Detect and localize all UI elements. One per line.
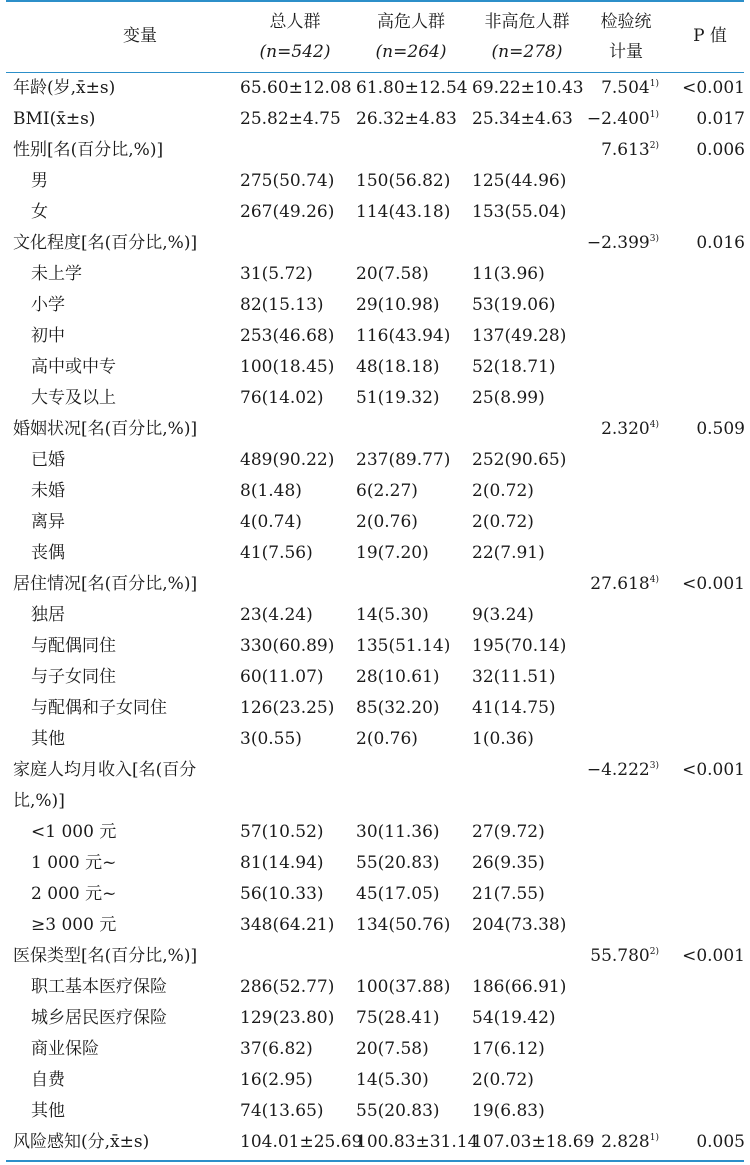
statistic-value: 7.504	[601, 78, 650, 98]
cell-total: 489(90.22)	[240, 450, 335, 470]
row-label: 比,%)]	[13, 791, 65, 811]
cell-non-high-risk: 22(7.91)	[472, 543, 545, 563]
table-row	[0, 1127, 750, 1158]
cell-total: 25.82±4.75	[240, 109, 341, 129]
statistic-value: −4.222	[586, 760, 650, 780]
table-row	[0, 662, 750, 693]
statistic-value: 2.320	[601, 419, 650, 439]
row-label: 大专及以上	[31, 388, 116, 408]
row-label: 与配偶同住	[31, 636, 116, 656]
row-label: <1 000 元	[31, 822, 117, 842]
table-bottom-rule	[6, 1160, 744, 1162]
cell-total: 267(49.26)	[240, 202, 335, 222]
row-label: 家庭人均月收入[名(百分	[13, 760, 197, 780]
cell-high-risk: 51(19.32)	[356, 388, 440, 408]
table-row	[0, 414, 750, 445]
row-label: 商业保险	[31, 1039, 99, 1059]
cell-high-risk: 100.83±31.14	[356, 1132, 479, 1152]
row-label: 城乡居民医疗保险	[31, 1008, 167, 1028]
cell-total: 60(11.07)	[240, 667, 324, 687]
header-total-n: (n=542)	[259, 42, 331, 62]
cell-high-risk: 48(18.18)	[356, 357, 440, 377]
table-row	[0, 290, 750, 321]
row-label: BMI(x̄±s)	[13, 109, 96, 129]
cell-non-high-risk: 25.34±4.63	[472, 109, 573, 129]
table-row	[0, 352, 750, 383]
cell-non-high-risk: 186(66.91)	[472, 977, 567, 997]
row-label: 丧偶	[31, 543, 65, 563]
cell-total: 31(5.72)	[240, 264, 313, 284]
cell-non-high-risk: 2(0.72)	[472, 1070, 534, 1090]
cell-total: 41(7.56)	[240, 543, 313, 563]
row-label: 文化程度[名(百分比,%)]	[13, 233, 198, 253]
table-row	[0, 197, 750, 228]
row-label: 性别[名(百分比,%)]	[13, 140, 164, 160]
statistic-footnote: 4)	[649, 575, 659, 585]
cell-high-risk: 30(11.36)	[356, 822, 440, 842]
row-label: 离异	[31, 512, 65, 532]
cell-statistic	[575, 228, 659, 259]
cell-non-high-risk: 25(8.99)	[472, 388, 545, 408]
cell-total: 56(10.33)	[240, 884, 324, 904]
cell-high-risk: 55(20.83)	[356, 1101, 440, 1121]
table-row	[0, 755, 750, 786]
header-statistic-line2: 计量	[609, 42, 643, 62]
table-row	[0, 538, 750, 569]
cell-non-high-risk: 54(19.42)	[472, 1008, 556, 1028]
cell-high-risk: 6(2.27)	[356, 481, 418, 501]
cell-high-risk: 55(20.83)	[356, 853, 440, 873]
cell-non-high-risk: 2(0.72)	[472, 512, 534, 532]
cell-high-risk: 14(5.30)	[356, 605, 429, 625]
statistic-footnote: 1)	[649, 1133, 659, 1143]
cell-total: 23(4.24)	[240, 605, 313, 625]
cell-p-value: 0.005	[696, 1132, 745, 1152]
header-nonhigh-n: (n=278)	[491, 42, 563, 62]
header-statistic-line1: 检验统	[600, 12, 652, 32]
cell-non-high-risk: 17(6.12)	[472, 1039, 545, 1059]
row-label: 风险感知(分,x̄±s)	[13, 1132, 150, 1152]
table-row	[0, 1003, 750, 1034]
table-row	[0, 941, 750, 972]
statistic-value: 7.613	[601, 140, 650, 160]
cell-high-risk: 2(0.76)	[356, 729, 418, 749]
cell-p-value: <0.001	[682, 760, 745, 780]
cell-p-value: <0.001	[682, 946, 745, 966]
header-total-label: 总人群	[269, 12, 321, 32]
table-row	[0, 724, 750, 755]
cell-total: 37(6.82)	[240, 1039, 313, 1059]
row-label: 未上学	[31, 264, 82, 284]
cell-total: 3(0.55)	[240, 729, 302, 749]
table-row	[0, 228, 750, 259]
table-row	[0, 817, 750, 848]
table-row	[0, 569, 750, 600]
cell-high-risk: 116(43.94)	[356, 326, 451, 346]
cell-p-value: <0.001	[682, 574, 745, 594]
cell-non-high-risk: 32(11.51)	[472, 667, 556, 687]
cell-total: 129(23.80)	[240, 1008, 335, 1028]
statistic-footnote: 2)	[649, 141, 659, 151]
cell-high-risk: 135(51.14)	[356, 636, 451, 656]
cell-statistic	[575, 755, 659, 786]
cell-statistic	[575, 414, 659, 445]
row-label: 1 000 元~	[31, 853, 117, 873]
row-label: 已婚	[31, 450, 65, 470]
row-label: 医保类型[名(百分比,%)]	[13, 946, 198, 966]
cell-non-high-risk: 137(49.28)	[472, 326, 567, 346]
cell-non-high-risk: 153(55.04)	[472, 202, 567, 222]
table-row	[0, 600, 750, 631]
table-row	[0, 476, 750, 507]
cell-high-risk: 134(50.76)	[356, 915, 451, 935]
row-label: 居住情况[名(百分比,%)]	[13, 574, 198, 594]
cell-high-risk: 45(17.05)	[356, 884, 440, 904]
cell-non-high-risk: 195(70.14)	[472, 636, 567, 656]
table-row	[0, 383, 750, 414]
cell-non-high-risk: 1(0.36)	[472, 729, 534, 749]
cell-high-risk: 150(56.82)	[356, 171, 451, 191]
row-label: 独居	[31, 605, 65, 625]
cell-non-high-risk: 26(9.35)	[472, 853, 545, 873]
table-row	[0, 321, 750, 352]
row-label: 其他	[31, 729, 65, 749]
row-label: ≥3 000 元	[31, 915, 117, 935]
cell-high-risk: 20(7.58)	[356, 264, 429, 284]
row-label: 女	[31, 202, 48, 222]
row-label: 婚姻状况[名(百分比,%)]	[13, 419, 198, 439]
cell-high-risk: 20(7.58)	[356, 1039, 429, 1059]
cell-non-high-risk: 53(19.06)	[472, 295, 556, 315]
cell-high-risk: 26.32±4.83	[356, 109, 457, 129]
cell-statistic	[575, 941, 659, 972]
header-variable-label: 变量	[123, 26, 157, 46]
cell-high-risk: 61.80±12.54	[356, 78, 468, 98]
table-row	[0, 910, 750, 941]
cell-total: 275(50.74)	[240, 171, 335, 191]
cell-total: 348(64.21)	[240, 915, 335, 935]
table-row	[0, 631, 750, 662]
cell-high-risk: 114(43.18)	[356, 202, 451, 222]
row-label: 年龄(岁,x̄±s)	[13, 78, 116, 98]
row-label: 自费	[31, 1070, 65, 1090]
table-row	[0, 879, 750, 910]
cell-high-risk: 75(28.41)	[356, 1008, 440, 1028]
cell-non-high-risk: 9(3.24)	[472, 605, 534, 625]
table-row	[0, 259, 750, 290]
cell-non-high-risk: 107.03±18.69	[472, 1132, 595, 1152]
cell-high-risk: 237(89.77)	[356, 450, 451, 470]
row-label: 初中	[31, 326, 65, 346]
table-row	[0, 693, 750, 724]
row-label: 与子女同住	[31, 667, 116, 687]
cell-statistic	[575, 135, 659, 166]
cell-high-risk: 85(32.20)	[356, 698, 440, 718]
cell-non-high-risk: 52(18.71)	[472, 357, 556, 377]
row-label: 职工基本医疗保险	[31, 977, 167, 997]
cell-p-value: 0.509	[696, 419, 745, 439]
table-row	[0, 135, 750, 166]
header-high-label: 高危人群	[377, 12, 445, 32]
cell-total: 330(60.89)	[240, 636, 335, 656]
table-row	[0, 507, 750, 538]
table-row	[0, 972, 750, 1003]
table-row	[0, 1034, 750, 1065]
header-high-n: (n=264)	[375, 42, 447, 62]
cell-p-value: 0.017	[696, 109, 745, 129]
cell-non-high-risk: 125(44.96)	[472, 171, 567, 191]
cell-non-high-risk: 41(14.75)	[472, 698, 556, 718]
cell-high-risk: 29(10.98)	[356, 295, 440, 315]
table-row	[0, 445, 750, 476]
row-label: 男	[31, 171, 48, 191]
table-row	[0, 786, 750, 817]
cell-total: 65.60±12.08	[240, 78, 352, 98]
cell-p-value: 0.016	[696, 233, 745, 253]
statistic-value: −2.400	[586, 109, 650, 129]
cell-non-high-risk: 69.22±10.43	[472, 78, 584, 98]
statistic-value: 2.828	[601, 1132, 650, 1152]
cell-total: 4(0.74)	[240, 512, 302, 532]
table-row	[0, 104, 750, 135]
table-row	[0, 1065, 750, 1096]
cell-non-high-risk: 252(90.65)	[472, 450, 567, 470]
statistic-footnote: 3)	[649, 761, 659, 771]
cell-high-risk: 14(5.30)	[356, 1070, 429, 1090]
cell-non-high-risk: 21(7.55)	[472, 884, 545, 904]
header-p-label: P 值	[693, 26, 727, 46]
statistic-value: 55.780	[590, 946, 650, 966]
row-label: 其他	[31, 1101, 65, 1121]
cell-total: 253(46.68)	[240, 326, 335, 346]
cell-total: 286(52.77)	[240, 977, 335, 997]
statistic-footnote: 1)	[649, 79, 659, 89]
cell-high-risk: 2(0.76)	[356, 512, 418, 532]
row-label: 高中或中专	[31, 357, 116, 377]
cell-non-high-risk: 27(9.72)	[472, 822, 545, 842]
row-label: 未婚	[31, 481, 65, 501]
cell-total: 100(18.45)	[240, 357, 335, 377]
table-row	[0, 166, 750, 197]
statistic-footnote: 4)	[649, 420, 659, 430]
table-row	[0, 848, 750, 879]
cell-p-value: 0.006	[696, 140, 745, 160]
cell-non-high-risk: 2(0.72)	[472, 481, 534, 501]
row-label: 与配偶和子女同住	[31, 698, 167, 718]
cell-high-risk: 100(37.88)	[356, 977, 451, 997]
cell-non-high-risk: 204(73.38)	[472, 915, 567, 935]
cell-statistic	[575, 73, 659, 104]
table-row	[0, 1096, 750, 1127]
statistic-footnote: 3)	[649, 234, 659, 244]
cell-p-value: <0.001	[682, 78, 745, 98]
cell-total: 8(1.48)	[240, 481, 302, 501]
cell-high-risk: 19(7.20)	[356, 543, 429, 563]
cell-total: 82(15.13)	[240, 295, 324, 315]
cell-high-risk: 28(10.61)	[356, 667, 440, 687]
statistic-value: 27.618	[590, 574, 650, 594]
statistic-footnote: 1)	[649, 110, 659, 120]
statistic-value: −2.399	[586, 233, 650, 253]
table-header	[0, 0, 750, 72]
cell-total: 104.01±25.69	[240, 1132, 363, 1152]
cell-total: 76(14.02)	[240, 388, 324, 408]
cell-total: 16(2.95)	[240, 1070, 313, 1090]
cell-non-high-risk: 19(6.83)	[472, 1101, 545, 1121]
cell-total: 81(14.94)	[240, 853, 324, 873]
cell-statistic	[575, 569, 659, 600]
cell-statistic	[575, 1127, 659, 1158]
header-nonhigh-label: 非高危人群	[484, 12, 570, 32]
table-row	[0, 73, 750, 104]
cell-total: 57(10.52)	[240, 822, 324, 842]
cell-total: 126(23.25)	[240, 698, 335, 718]
cell-statistic	[575, 104, 659, 135]
cell-non-high-risk: 11(3.96)	[472, 264, 545, 284]
statistic-footnote: 2)	[649, 947, 659, 957]
cell-total: 74(13.65)	[240, 1101, 324, 1121]
row-label: 小学	[31, 295, 65, 315]
row-label: 2 000 元~	[31, 884, 117, 904]
